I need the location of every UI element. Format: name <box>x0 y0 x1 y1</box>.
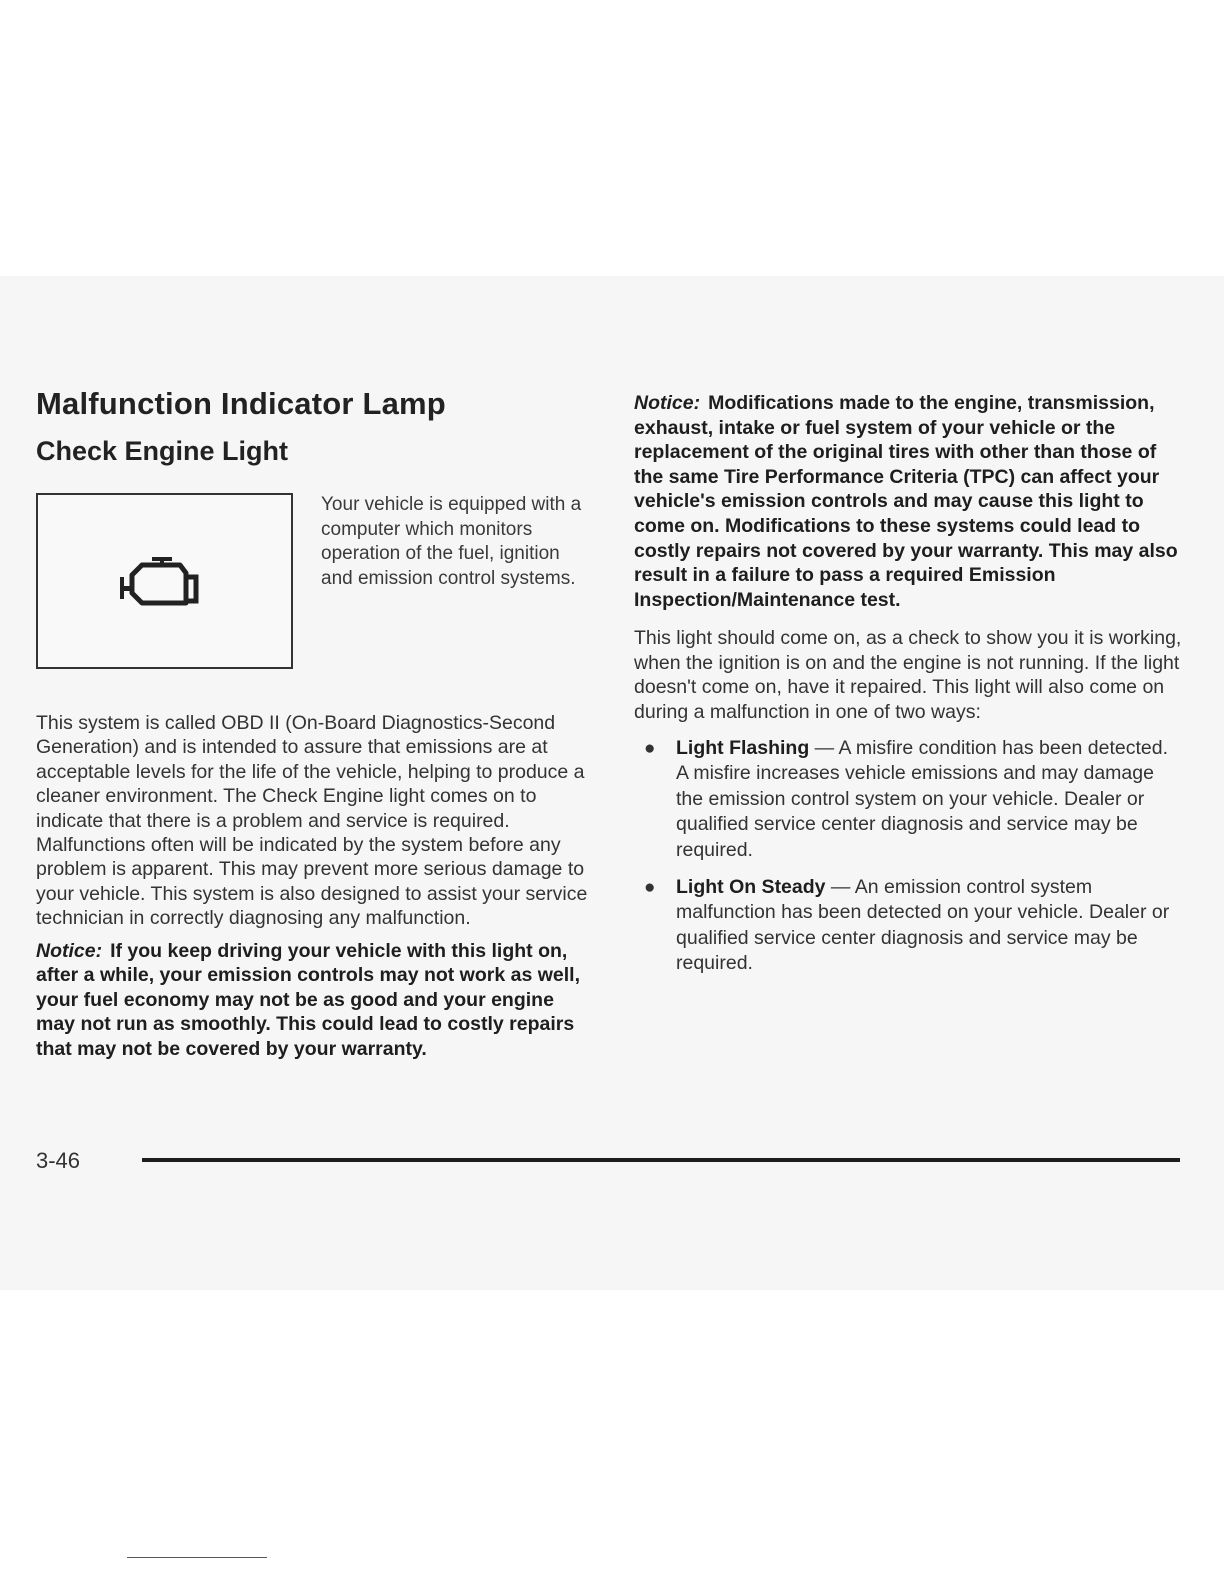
notice-modifications <box>634 391 1184 612</box>
figure-caption: Your vehicle is equipped with a computer which monitors operation of the fuel, ignition and emission control systems. <box>321 494 582 589</box>
right-column <box>634 391 1184 989</box>
list-item <box>634 736 1184 863</box>
list-item <box>634 875 1184 977</box>
figure-row <box>36 493 588 675</box>
list-term: Light Flashing <box>676 736 810 759</box>
notice-text: If you keep driving your vehicle with this light on, after a while, your emission controls may not work as well, your fuel economy may not be as good and your engine may not run as smoothly. This could lead to costly repairs that may not be covered by your warranty. <box>36 939 580 1061</box>
notice-label: Notice: <box>634 392 701 414</box>
link-underline[interactable] <box>127 1557 267 1558</box>
notice-text: Modifications made to the engine, transmission, exhaust, intake or fuel system of your vehicle or the replacement of the original tires with other than those of the same Tire Performance Criteria (TPC) can affect your vehicle's emission controls and may cause this light to come on. Modifications to these systems could lead to costly repairs not covered by your warranty. This may also result in a failure to pass a required Emission Inspection/Maintenance test. <box>634 392 1178 611</box>
obd-paragraph: This system is called OBD II (On-Board Diagnostics-Second Generation) and is intended to assure that emissions are at acceptable levels for the life of the vehicle, helping to produce a cleaner environment. The Check Engine light comes on to indicate that there is a problem and service is required. Malfunctions often will be indicated by the system before any problem is apparent. This may prevent more serious damage to your vehicle. This system is also designed to assist your service technician in correctly diagnosing any malfunction. <box>36 712 588 930</box>
check-engine-figure <box>36 493 293 669</box>
footer-rule <box>142 1158 1180 1162</box>
section-subtitle: Check Engine Light <box>36 436 289 466</box>
notice-label: Notice: <box>36 939 103 962</box>
list-text: — A misfire condition has been detected. A misfire increases vehicle emissions and may damage the emission control system on your vehicle. Dealer or qualified service center diagnosis and service may be required. <box>676 736 1169 861</box>
left-column <box>36 386 588 1062</box>
light-paragraph: This light should come on, as a check to show you it is working, when the ignition is on and the engine is not running. If the light doesn't come on, have it repaired. This light will also come on during a malfunction in one of two ways: <box>634 627 1182 723</box>
list-term: Light On Steady <box>676 876 826 898</box>
bullet-icon: ● <box>644 737 656 759</box>
bullet-icon: ● <box>644 877 656 898</box>
check-engine-icon <box>116 553 206 613</box>
notice-driving <box>36 939 588 1062</box>
section-title: Malfunction Indicator Lamp <box>36 386 446 421</box>
list-text: — An emission control system malfunction has been detected on your vehicle. Dealer or qualified service center diagnosis and service may be required. <box>676 876 1170 975</box>
malfunction-list <box>634 736 1184 977</box>
page-number: 3-46 <box>36 1148 81 1173</box>
